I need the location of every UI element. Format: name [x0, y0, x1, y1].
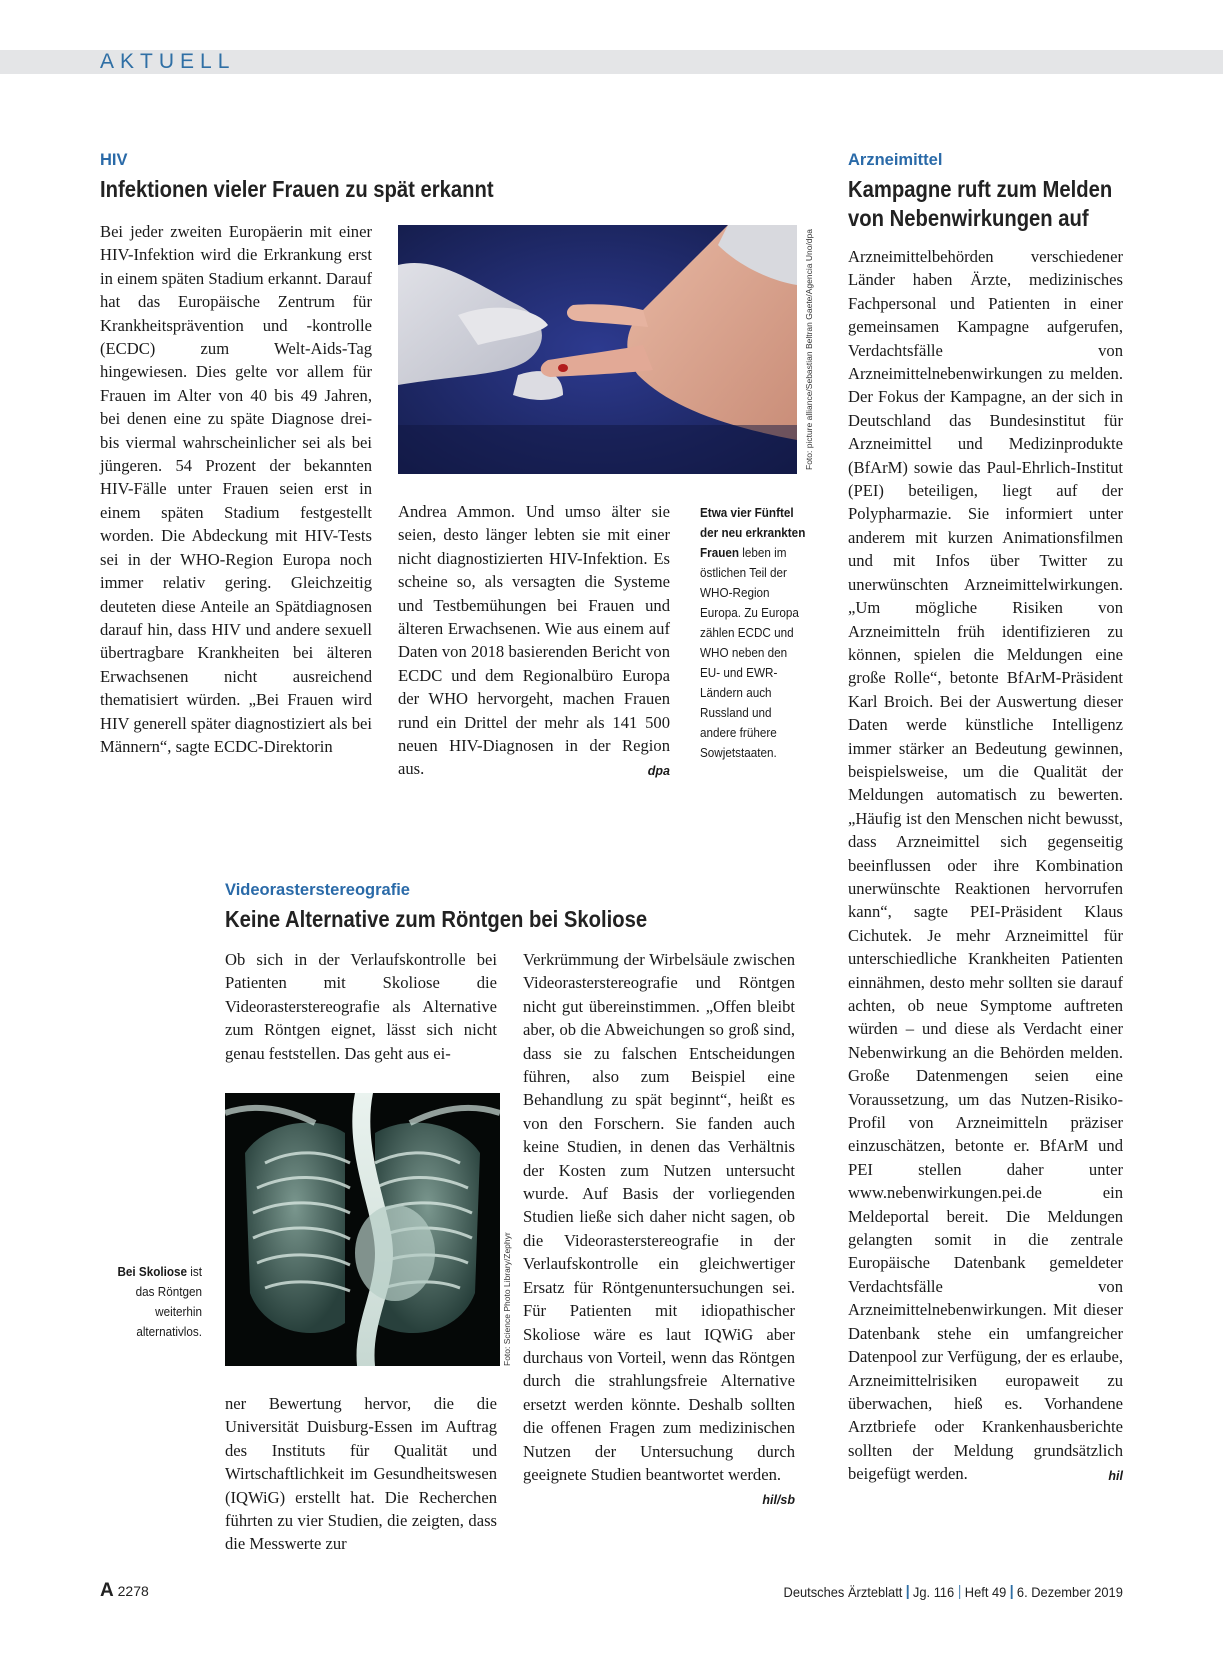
- drug-headline-line1: Kampagne ruft zum Melden: [848, 176, 1113, 202]
- hiv-caption: [700, 503, 806, 763]
- hiv-caption-bold: Etwa vier Fünftel der neu erkrankten Frauen: [700, 505, 806, 560]
- hiv-signature: dpa: [647, 764, 670, 779]
- video-caption-bold: Bei Skoliose: [117, 1264, 188, 1279]
- video-signature: hil/sb: [762, 1493, 795, 1508]
- journal-issue: Heft 49: [964, 1584, 1007, 1600]
- page-number: [100, 1580, 149, 1602]
- video-body-col2-text: Verkrümmung der Wirbelsäule zwischen Videorasterstereografie und Röntgen nicht gut übereinstimmen. „Offen bleibt aber, ob die Abweichungen so groß sind, dass sie zu falschen Entscheidungen führen, also zum Beispiel eine Behandlung zu spät beginnt“, heißt es von den Forschern. Sie fanden auch keine Studien, in denen das Verhältnis der Kosten zum Nutzen untersucht wurde. Auf Basis der vorliegenden Studien ließe sich daher nicht sagen, ob die Videorasterstereografie in der Verlaufskontrolle ein gleichwertiger Ersatz für Röntgenuntersuchungen sei. Für Patienten mit idiopathischer Skoliose wäre es laut IQWiG aber durchaus von Vorteil, wenn das Röntgen durch die strahlungsfreie Alternative ersetzt werden könnte. Deshalb sollten die offenen Fragen zum medizinischen Nutzen der Untersuchung durch geeignete Studien beantwortet werden.: [523, 950, 795, 1484]
- section-label: AKTUELL: [100, 50, 236, 73]
- video-body-col1-top: Ob sich in der Verlaufskontrolle bei Patienten mit Skoliose die Videorasterstereografie als Alternative zum Röntgen eignet, lässt sich nicht genau feststellen. Das geht aus ei-: [225, 950, 497, 1063]
- drug-signature: hil: [1108, 1469, 1123, 1484]
- hiv-photo-credit: Foto: picture alliance/Sebastian Beltran Gaete/Agencia Uno/dpa: [804, 229, 814, 470]
- hiv-body-col2-text: Andrea Ammon. Und umso älter sie seien, desto länger lebten sie mit einer nicht diagnostizierten HIV-Infektion. Es scheine so, als versagten die Systeme und Testbemühungen bei Frauen und älteren Erwachsenen. Wie aus einem auf Daten von 2018 basierenden Bericht von ECDC und dem Regionalbüro Europa der WHO hervorgeht, machen Frauen rund ein Drittel der mehr als 141 500 neuen HIV-Diagnosen in der Region aus.: [398, 502, 670, 779]
- hiv-body-col1: Bei jeder zweiten Europäerin mit einer HIV-Infektion wird die Erkrankung erst in einem späten Stadium erkannt. Darauf hat das Europäische Zentrum für Krankheitsprävention und -kontrolle (ECDC) zum Welt-Aids-Tag hingewiesen. Dies gelte vor allem für Frauen im Alter von 40 bis 49 Jahren, bei denen eine zu späte Diagnose drei- bis viermal wahrscheinlicher sei als bei jüngeren. 54 Prozent der bekannten HIV-Fälle unter Frauen seien erst in einem späten Stadium festgestellt worden. Die Abdeckung mit HIV-Tests sei in der WHO-Region Europa noch immer relativ gering. Gleichzeitig deuteten diese Anteile an Spätdiagnosen darauf hin, dass HIV und andere sexuell übertragbare Krankheiten bei älteren Erwachsenen nicht ausreichend thematisiert würden. „Bei Frauen wird HIV generell später diagnostiziert als bei Männern“, sagte ECDC-Direktorin: [100, 222, 373, 756]
- video-caption-rest: ist das Röntgen weiterhin alternativlos.: [135, 1264, 202, 1339]
- xray-photo-credit: Foto: Science Photo Library/Zephyr: [502, 1232, 512, 1366]
- drug-headline-line2: von Nebenwirkungen auf: [848, 205, 1089, 231]
- drug-body: [848, 245, 1123, 1489]
- video-caption: [108, 1262, 202, 1342]
- hiv-kicker: HIV: [100, 151, 128, 169]
- page-number-value: 2278: [117, 1583, 149, 1599]
- hiv-headline: Infektionen vieler Frauen zu spät erkannt: [100, 176, 494, 202]
- hiv-test-photo: [398, 225, 797, 474]
- footer-citation: [784, 1584, 1123, 1600]
- page-prefix: A: [100, 1580, 114, 1601]
- journal-volume: Jg. 116: [913, 1584, 955, 1600]
- hiv-caption-rest: leben im östlichen Teil der WHO-Region Europa. Zu Europa zählen ECDC und WHO neben den EU- und EWR-Ländern auch Russland und andere frühere Sowjetstaaten.: [700, 545, 799, 760]
- video-body-col2: [523, 948, 795, 1513]
- hiv-body-col2: [398, 500, 670, 784]
- video-body-col1-bottom: ner Bewertung hervor, die die Universität Duisburg-Essen im Auftrag des Instituts für Qualität und Wirtschaftlichkeit im Gesundheitswesen (IQWiG) erstellt hat. Die Recherchen führten zu vier Studien, die zeigten, dass die Messwerte zur: [225, 1394, 497, 1554]
- video-headline: Keine Alternative zum Röntgen bei Skoliose: [225, 906, 648, 932]
- journal-name: Deutsches Ärzteblatt: [783, 1584, 903, 1600]
- drug-body-text: Arzneimittelbehörden verschiedener Länder haben Ärzte, medizinisches Fachpersonal und Patienten in einer gemeinsamen Kampagne aufgerufen, Verdachtsfälle von Arzneimittelnebenwirkungen zu melden. Der Fokus der Kampagne, an der sich in Deutschland das Bundesinstitut für Arzneimittel und Medizinprodukte (BfArM) sowie das Paul-Ehrlich-Institut (PEI) beteiligen, liegt auf der Polypharmazie. Sie informiert unter anderem mit kurzen Animationsfilmen und mit Infos über Twitter zu unerwünschten Arzneimittelwirkungen. „Um mögliche Risiken von Arzneimitteln früh identifizieren zu können, spielen die Meldungen eine große Rolle“, betonte BfArM-Präsident Karl Broich. Bei der Auswertung dieser Daten werde künstliche Intelligenz immer stärker an Bedeutung gewinnen, beispielsweise, um die Qualität der Meldungen automatisch zu bewerten. „Häufig ist den Menschen nicht bewusst, dass Arzneimittel sich gegenseitig beeinflussen oder ihre Kombination unerwünschte Reaktionen hervorrufen kann“, sagte PEI-Präsident Klaus Cichutek. Je mehr Arzneimittel für unterschiedliche Krankheiten Patienten einnähmen, desto mehr sollten sie darauf achten, ob neue Symptome auftreten würden – und diese als Verdacht einer Nebenwirkung an die Behörden melden. Große Datenmengen seien eine Voraussetzung, um das Nutzen-Risiko-Profil von Arzneimitteln präziser einzuschätzen, betonte er. BfArM und PEI stellen daher unter www.nebenwirkungen.pei.de ein Meldeportal bereit. Die Meldungen gelangten somit in die zentrale Europäische Datenbank gemeldeter Verdachtsfälle von Arzneimittelnebenwirkungen. Mit dieser Datenbank stehe ein umfangreicher Datenpool zur Verfügung, der es erlaube, Arzneimittelrisiken europaweit zu überwachen, hieß es. Vorhandene Arztbriefe oder Krankenhausberichte sollten der Meldung grundsätzlich beigefügt werden.: [848, 247, 1123, 1484]
- journal-date: 6. Dezember 2019: [1017, 1584, 1123, 1600]
- drug-kicker: Arzneimittel: [848, 151, 943, 169]
- xray-photo: [225, 1093, 500, 1366]
- video-kicker: Videorasterstereografie: [225, 881, 410, 899]
